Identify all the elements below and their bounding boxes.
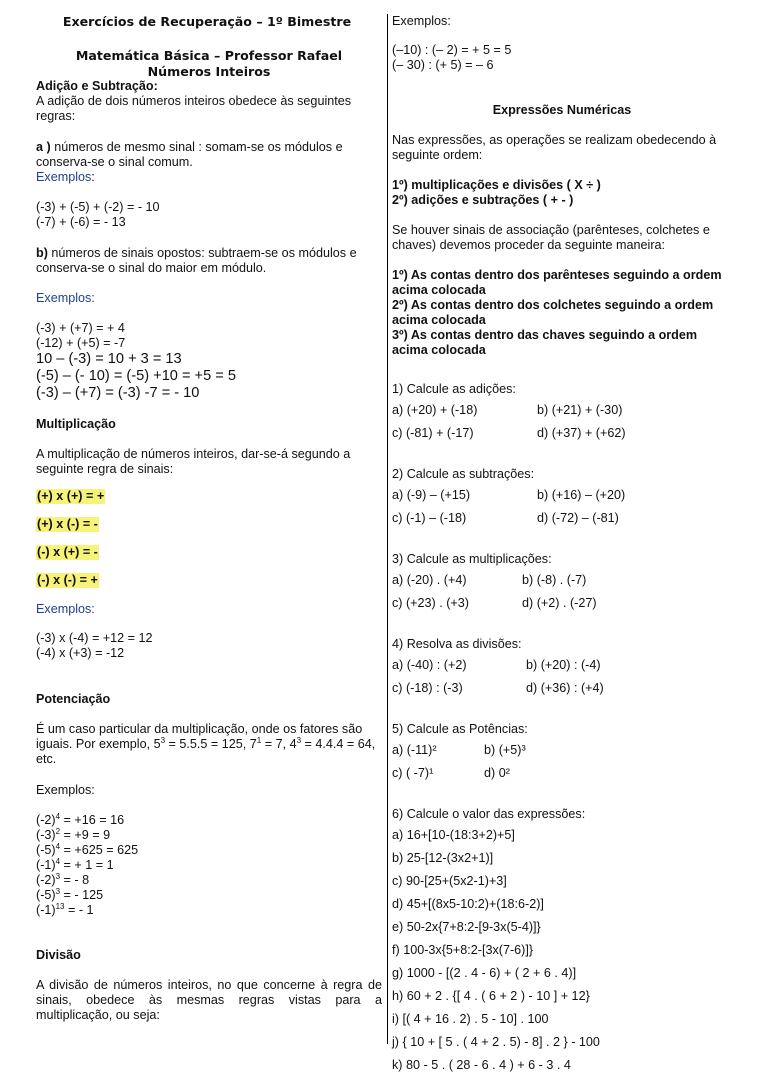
example-line: $(-2)^4 = +16 = 16$	[36, 811, 125, 827]
exercise-row: a) (-11)² b) (+5)³	[392, 743, 526, 757]
expression-item: h) 60 + 2 . {[ 4 . ( 6 + 2 ) - 10 ] + 12}	[392, 989, 590, 1003]
example-line: $(-1)^{13}$ = - 1	[36, 901, 94, 917]
exercise-block	[392, 382, 732, 441]
header-title: Exercícios de Recuperação – 1º Bimestre	[62, 14, 352, 29]
addsub-title: Adição e Subtração:	[36, 79, 158, 93]
exercise-row: c) (-18) : (-3) d) (+36) : (+4)	[392, 681, 604, 695]
expression-item: e) 50-2x{7+8:2-[9-3x(5-4)]}	[392, 920, 541, 934]
assoc-item: 1º) As contas dentro dos parênteses seguindo a ordem acima colocada	[392, 268, 722, 297]
expressions-block	[392, 807, 732, 1073]
exercise-title: 2) Calcule as subtrações:	[392, 467, 535, 481]
example-line: $(-5)^4 = +625 = 625$	[36, 841, 139, 857]
mult-title: Multiplicação	[36, 417, 116, 431]
assoc-order	[392, 268, 732, 358]
expression-item: b) 25-[12-(3x2+1)]	[392, 851, 494, 865]
assoc-item: 2º) As contas dentro dos colchetes seguindo a ordem acima colocada	[392, 298, 714, 327]
exercise-block	[392, 722, 732, 781]
exercise-block	[392, 552, 732, 611]
example-line: (– 30) : (+ 5) = – 6	[392, 58, 494, 72]
div-title: Divisão	[36, 948, 81, 962]
pot-examples-label: Exemplos:	[36, 783, 95, 797]
example-line-large: (-3) – (+7) = (-3) -7 = - 10	[36, 385, 200, 401]
exercise-row: a) (-20) . (+4) b) (-8) . (-7)	[392, 573, 587, 587]
exercise-title: 6) Calcule o valor das expressões:	[392, 807, 586, 821]
example-line: (-12) + (+5) = -7	[36, 336, 126, 350]
expression-item: g) 1000 - [(2 . 4 - 6) + ( 2 + 6 . 4)]	[392, 966, 577, 980]
div-examples-list	[392, 43, 732, 73]
examples-a-label: Exemplos:	[36, 170, 95, 184]
expression-item: k) 80 - 5 . ( 28 - 6 . 4 ) + 6 - 3 . 4	[392, 1058, 571, 1072]
left-column	[36, 14, 382, 1023]
sign-rule: (-) x (-) = +	[37, 573, 98, 587]
expression-item: f) 100-3x{5+8:2-[3x(7-6)]}	[392, 943, 534, 957]
exercise-row: c) (-1) – (-18) d) (-72) – (-81)	[392, 511, 619, 525]
exercise-title: 3) Calcule as multiplicações:	[392, 552, 552, 566]
sign-rule: (+) x (+) = +	[37, 489, 105, 503]
exercise-title: 4) Resolva as divisões:	[392, 637, 522, 651]
mult-examples-label: Exemplos:	[36, 602, 95, 616]
expression-item: a) 16+[10-(18:3+2)+5]	[392, 828, 515, 842]
examples-b-label: Exemplos:	[36, 291, 95, 305]
right-column	[392, 14, 732, 1073]
assoc-item: 3º) As contas dentro das chaves seguindo a ordem acima colocada	[392, 328, 698, 357]
example-line: (–10) : (– 2) = + 5 = 5	[392, 43, 512, 57]
exercise-row: c) ( -7)¹ d) 0²	[392, 766, 510, 780]
order-item: 1º) multiplicações e divisões ( X ÷ )	[392, 178, 601, 192]
order-item: 2º) adições e subtrações ( + - )	[392, 193, 574, 207]
example-line: $(-2)^3$ = - 8	[36, 871, 90, 887]
rule-a-text: números de mesmo sinal : somam-se os módulos e conserva-se o sinal comum.	[36, 140, 343, 169]
addsub-intro: A adição de dois números inteiros obedece às seguintes regras:	[36, 94, 352, 123]
rule-a	[36, 140, 382, 170]
example-line: (-4) x (+3) = -12	[36, 646, 125, 660]
pot-intro: É um caso particular da multiplicação, onde os fatores são iguais. Por exemplo, $5^3 = 5.5.5 = 125$, $7^1 = 7$, $4^3 = 4.4.4 = 64$, etc.	[36, 722, 376, 766]
rule-a-label: a )	[36, 140, 51, 154]
expression-item: c) 90-[25+(5x2-1)+3]	[392, 874, 507, 888]
examples-a-list	[36, 200, 382, 230]
rule-b	[36, 246, 382, 276]
exercise-block	[392, 637, 732, 696]
header-topic: Números Inteiros	[147, 64, 271, 79]
expression-item: j) { 10 + [ 5 . ( 4 + 2 . 5) - 8] . 2 } - 100	[392, 1035, 600, 1049]
sign-rule: (+) x (-) = -	[37, 517, 98, 531]
exercise-row: a) (-40) : (+2) b) (+20) : (-4)	[392, 658, 601, 672]
assoc-intro: Se houver sinais de associação (parênteses, colchetes e chaves) devemos proceder da seguinte maneira:	[392, 223, 710, 252]
header-subtitle: Matemática Básica – Professor Rafael	[75, 48, 343, 63]
column-divider	[387, 14, 388, 1044]
rule-b-label: b)	[36, 246, 48, 260]
expr-title: Expressões Numéricas	[492, 103, 632, 117]
exercise-row: c) (-81) + (-17) d) (+37) + (+62)	[392, 426, 626, 440]
expr-intro: Nas expressões, as operações se realizam obedecendo à seguinte ordem:	[392, 133, 717, 162]
exercise-block	[392, 467, 732, 526]
example-line: $(-1)^4$ = + 1 = 1	[36, 856, 114, 872]
expression-item: i) [( 4 + 16 . 2) . 5 - 10] . 100	[392, 1012, 549, 1026]
exercise-title: 5) Calcule as Potências:	[392, 722, 528, 736]
example-line-large: 10 – (-3) = 10 + 3 = 13	[36, 351, 182, 367]
exercise-row: a) (-9) – (+15) b) (+16) – (+20)	[392, 488, 626, 502]
div-examples-label: Exemplos:	[392, 14, 451, 28]
example-line: (-3) + (+7) = + 4	[36, 321, 125, 335]
example-line: (-7) + (-6) = - 13	[36, 215, 126, 229]
div-intro: A divisão de números inteiros, no que concerne à regra de sinais, obedece às mesmas regras vistas para a multiplicação, ou seja:	[36, 978, 382, 1022]
expression-item: d) 45+[(8x5-10:2)+(18:6-2)]	[392, 897, 544, 911]
rule-b-text: números de sinais opostos: subtraem-se os módulos e conserva-se o sinal do maior em módulo.	[36, 246, 357, 275]
sign-rule: (-) x (+) = -	[37, 545, 98, 559]
mult-examples-list	[36, 631, 382, 661]
pot-examples-list	[36, 813, 382, 918]
example-line: $(-3)^2 = +9 = 9$	[36, 826, 111, 842]
operation-order	[392, 178, 732, 208]
example-line: (-3) + (-5) + (-2) = - 10	[36, 200, 160, 214]
example-line: $(-5)^3$ = - 125	[36, 886, 104, 902]
exercise-title: 1) Calcule as adições:	[392, 382, 516, 396]
exercise-row: c) (+23) . (+3) d) (+2) . (-27)	[392, 596, 597, 610]
pot-title: Potenciação	[36, 692, 111, 706]
example-line-large: (-5) – (- 10) = (-5) +10 = +5 = 5	[36, 368, 236, 384]
examples-label: Exemplos	[36, 170, 92, 184]
examples-b-list	[36, 321, 382, 402]
mult-intro: A multiplicação de números inteiros, dar-se-á segundo a seguinte regra de sinais:	[36, 447, 351, 476]
example-line: (-3) x (-4) = +12 = 12	[36, 631, 153, 645]
exercise-row: a) (+20) + (-18) b) (+21) + (-30)	[392, 403, 623, 417]
sign-rules	[36, 489, 382, 588]
